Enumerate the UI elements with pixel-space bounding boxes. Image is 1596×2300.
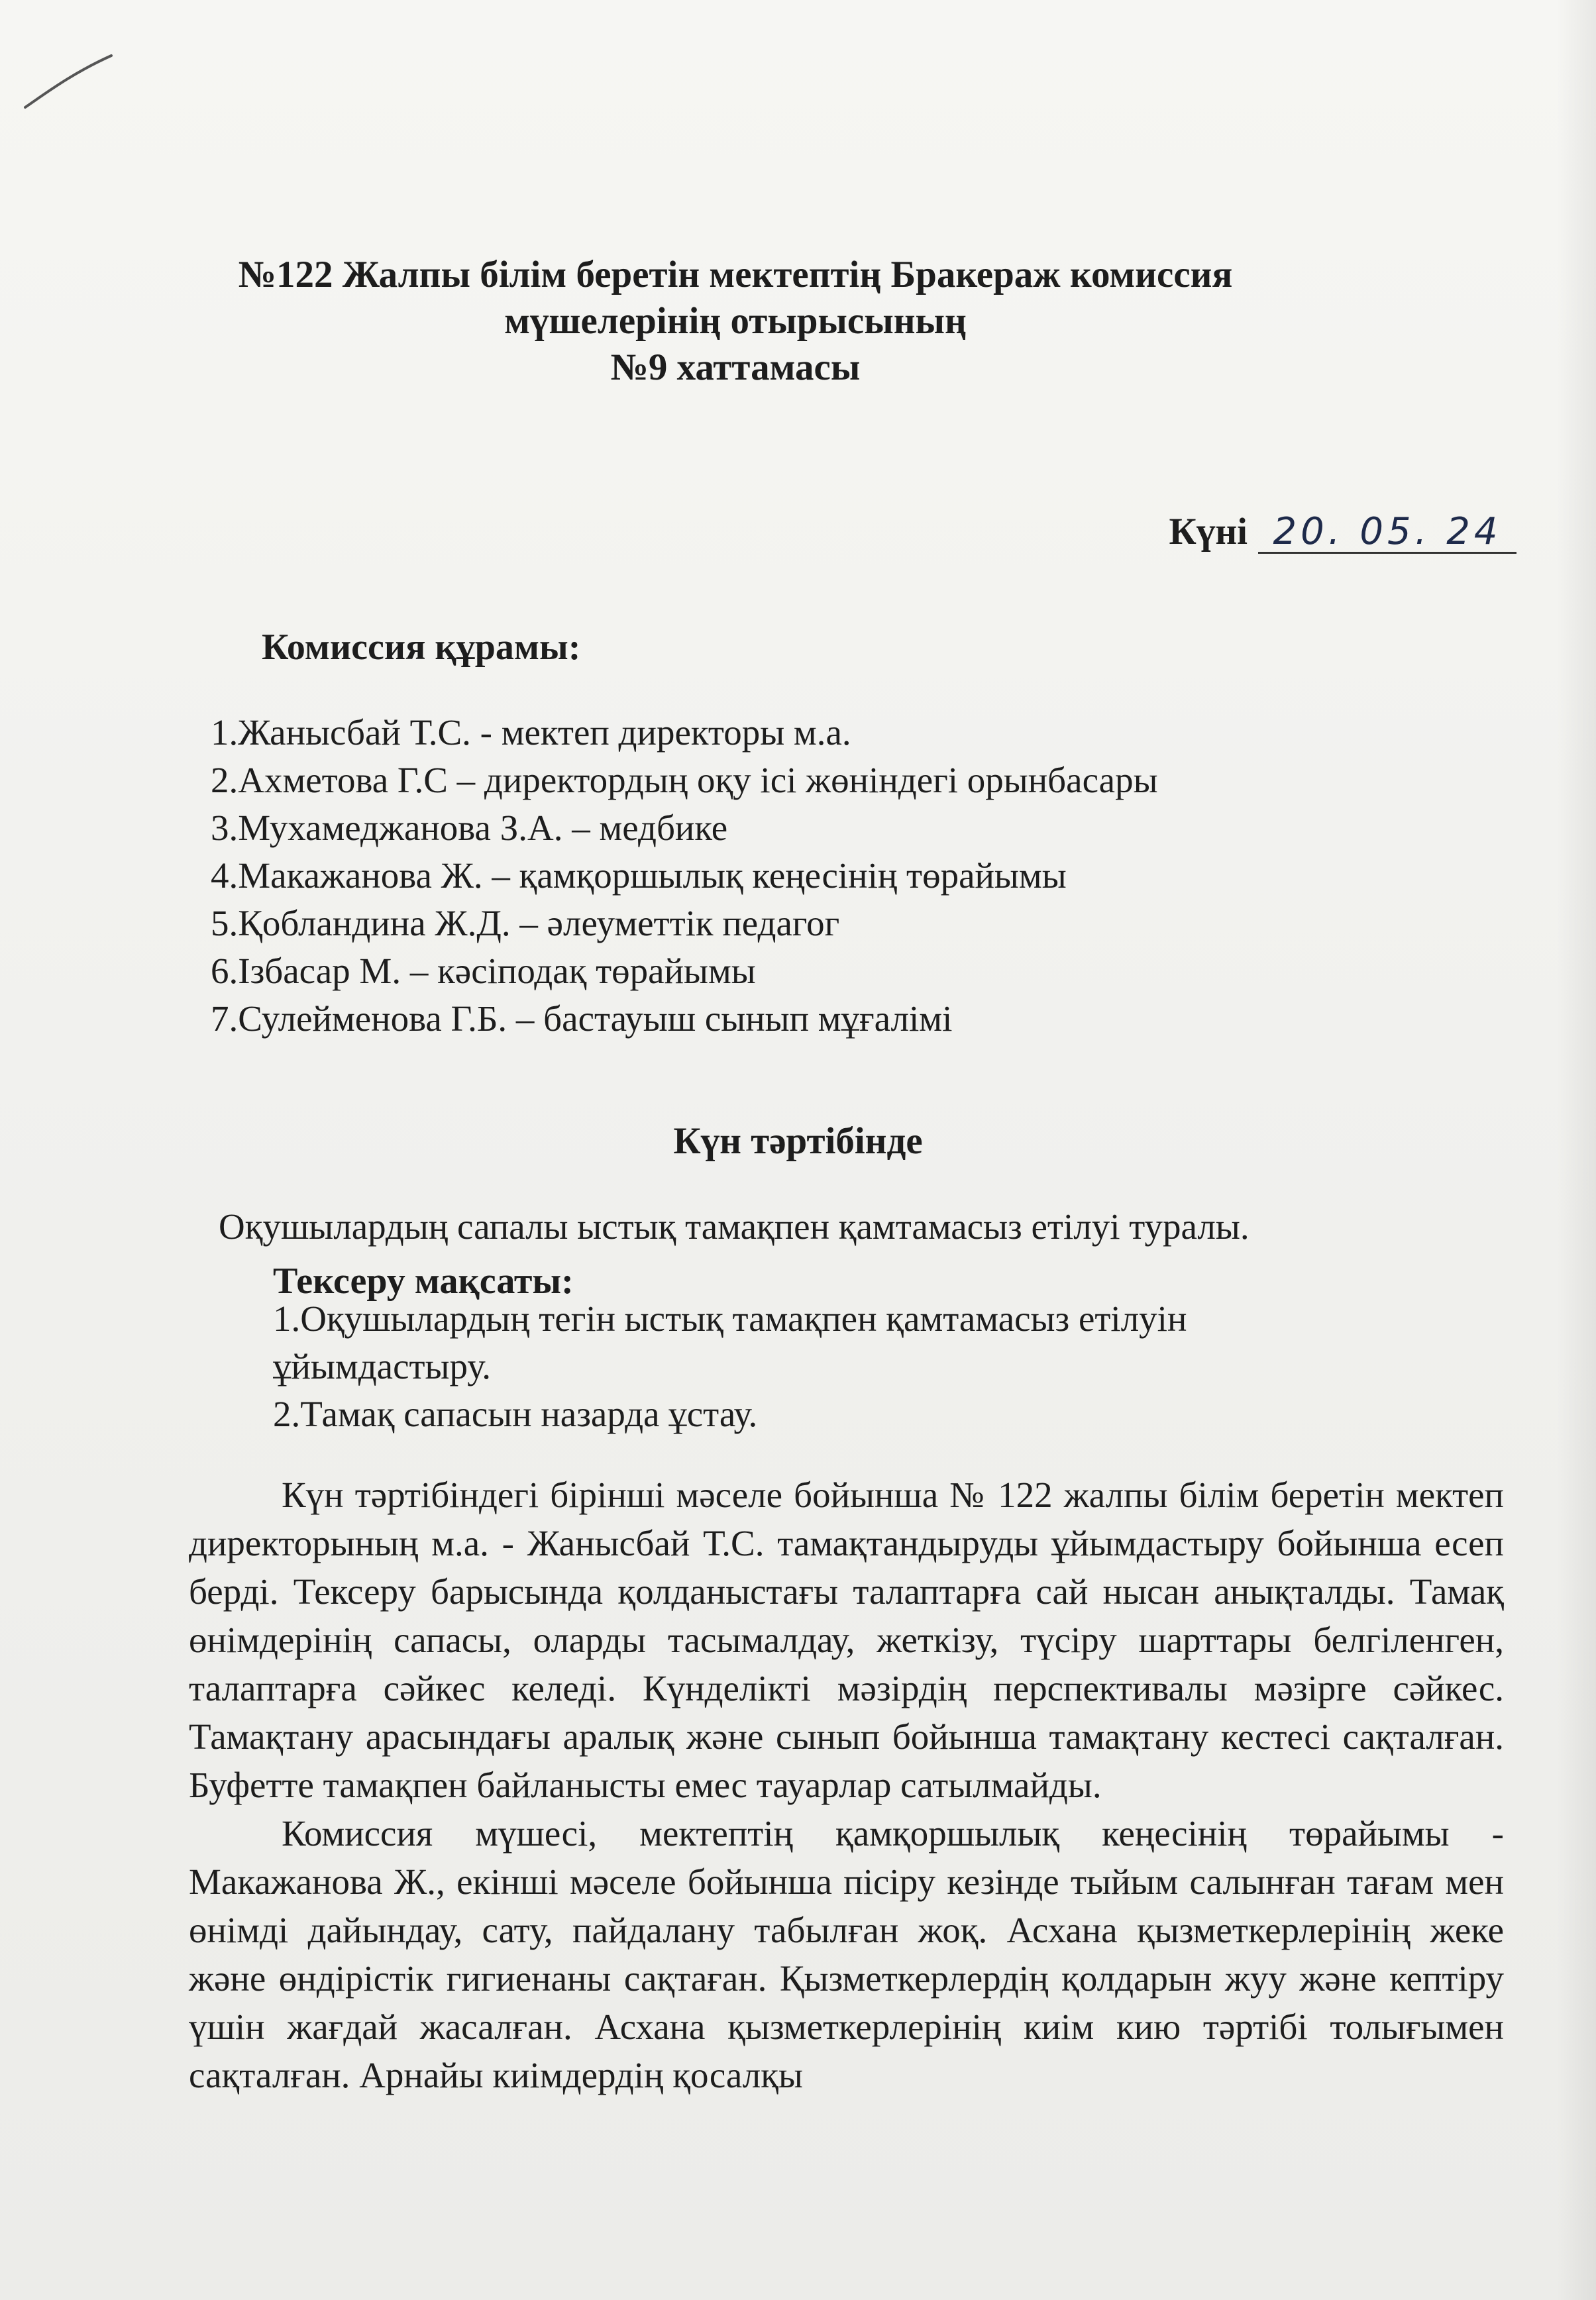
member-item: 3.Мухамеджанова З.А. – медбике [211, 808, 728, 848]
member-item: 5.Қобландина Ж.Д. – әлеуметтік педагог [211, 903, 840, 943]
member-item: 4.Макажанова Ж. – қамқоршылық кеңесінің төрайымы [211, 855, 1067, 896]
pen-stroke-mark [20, 46, 119, 119]
protocol-body [189, 1471, 1504, 2099]
commission-member-list [211, 709, 1158, 1043]
member-item: 6.Ізбасар М. – кәсіподақ төрайымы [211, 951, 756, 991]
title-line-2: мүшелерінің отырысының [504, 300, 967, 342]
body-paragraph-2: Комиссия мүшесі, мектептің қамқоршылық кеңесінің төрайымы - Макажанова Ж., екінші мәселе бойынша пісіру кезінде тыйым салынған тағам мен өнімді дайындау, сату, пайдалану табылған жоқ. Асхана қызметкерлерінің жеке және өндірістік гигиенаны сақтаған. Қызметкерлердің қолдарын жуу және кептіру үшін жағдай жасалған. Асхана қызметкерлерінің киім кию тәртібі толығымен сақталған. Арнайы киімдердің қосалқы [189, 1813, 1504, 2095]
purpose-item: 1.Оқушылардың тегін ыстық тамақпен қамтамасыз етілуін ұйымдастыру. [273, 1298, 1187, 1386]
agenda-topic: Оқушылардың сапалы ыстық тамақпен қамтамасыз етілуі туралы. [219, 1206, 1250, 1247]
agenda-title: Күн тәртібінде [673, 1120, 923, 1162]
purpose-list [273, 1295, 1399, 1438]
body-paragraph-1: Күн тәртібіндегі бірінші мәселе бойынша № 122 жалпы білім беретін мектеп директорының м.а. - Жанысбай Т.С. тамақтандыруды ұйымдастыру бойынша есеп берді. Тексеру барысында қолданыстағы талаптарға сай нысан анықталды. Тамақ өнімдерінің сапасы, оларды тасымалдау, жеткізу, түсіру шарттары белгіленген, талаптарға сәйкес келеді. Күнделікті мәзірдің перспективалы мәзірге сәйкес. Тамақтану арасындағы аралық және сынып бойынша тамақтану кестесі сақталған. Буфетте тамақпен байланысты емес тауарлар сатылмайды. [189, 1475, 1504, 1805]
member-item: 2.Ахметова Г.С – директордың оқу ісі жөніндегі орынбасары [211, 760, 1158, 800]
member-item: 7.Сулейменова Г.Б. – бастауыш сынып мұғалімі [211, 998, 953, 1039]
title-line-3: №9 хаттамасы [610, 346, 861, 388]
member-item: 1.Жанысбай Т.С. - мектеп директоры м.а. [211, 712, 851, 753]
purpose-label: Тексеру мақсаты: [273, 1261, 574, 1302]
date-label: Күні [1169, 511, 1248, 552]
date-handwritten-value: 20. 05. 24 [1258, 512, 1516, 554]
purpose-item: 2.Тамақ сапасын назарда ұстау. [273, 1394, 758, 1434]
commission-title: Комиссия құрамы: [262, 627, 581, 668]
page-edge-shadow [1556, 0, 1596, 2300]
date-line [1169, 510, 1516, 554]
document-title [199, 252, 1272, 391]
title-line-1: №122 Жалпы білім беретін мектептің Бракераж комиссия [238, 254, 1233, 295]
